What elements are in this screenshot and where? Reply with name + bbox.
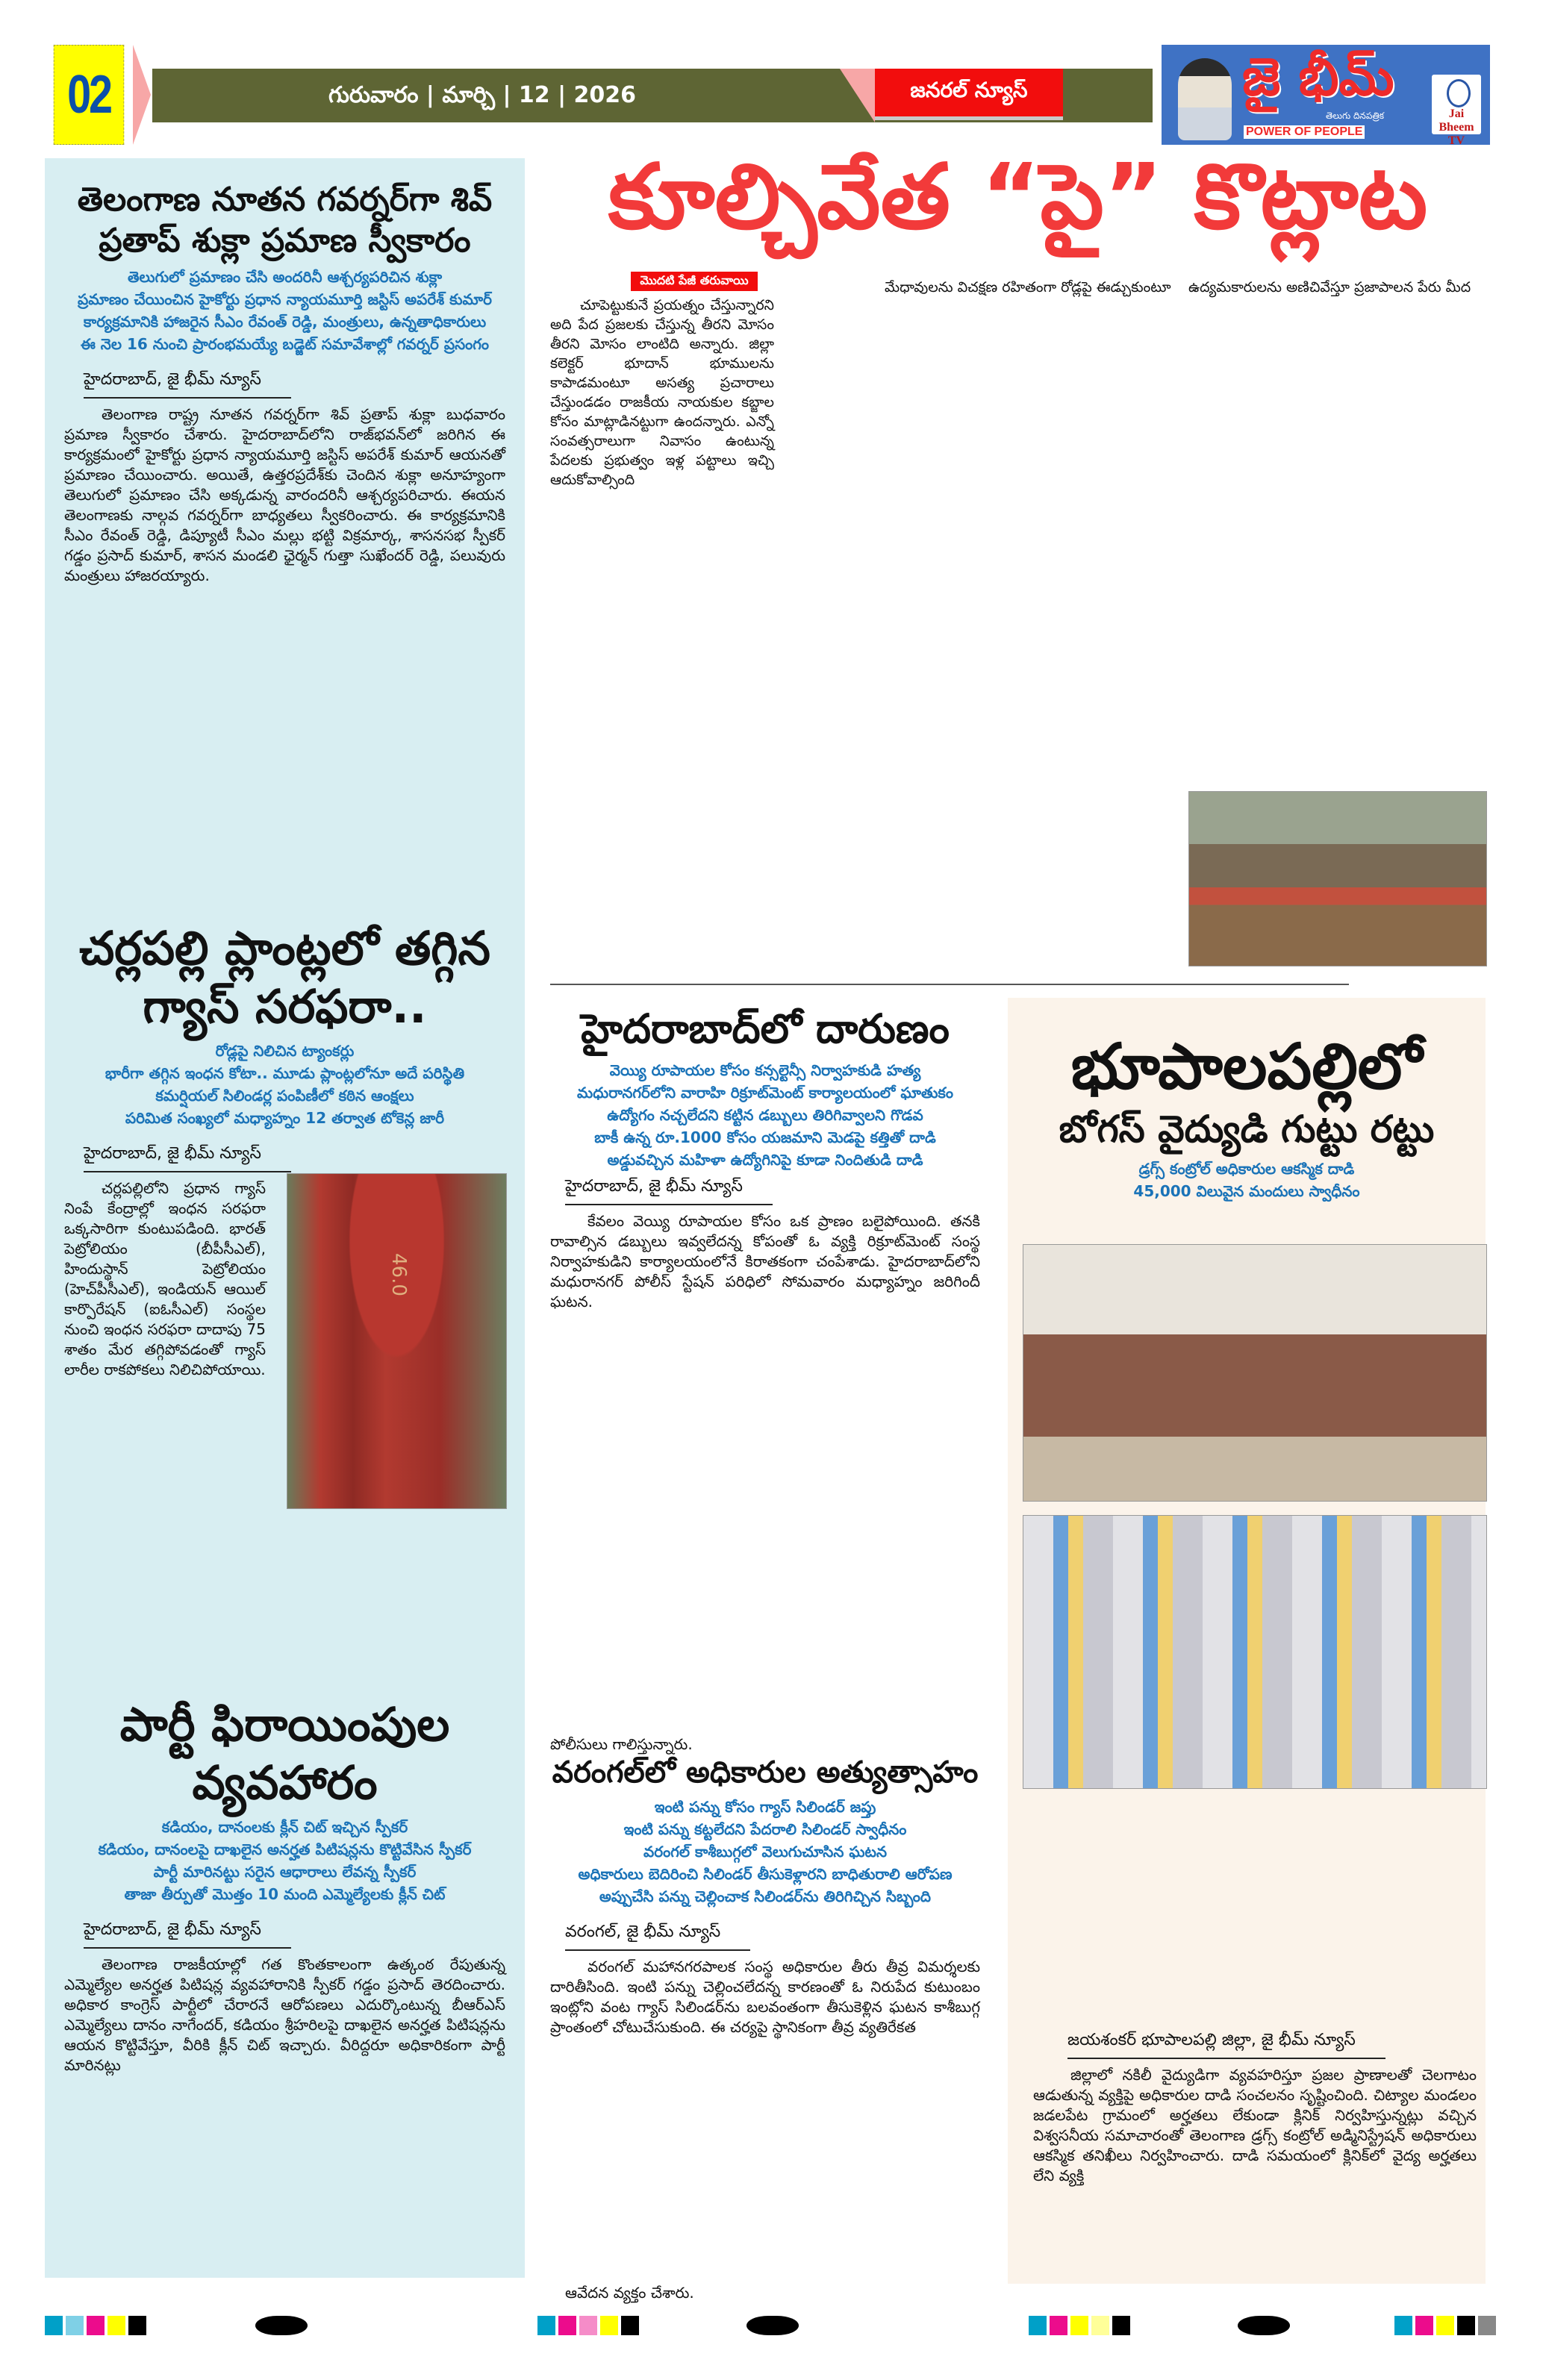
article-warangal bbox=[550, 1754, 980, 2037]
subheads bbox=[550, 1059, 980, 1171]
dateline: హైదరాబాద్, జై భీమ్ న్యూస్ bbox=[84, 1920, 291, 1949]
headline-line-2: బోగస్ వైద్యుడి గుట్టు రట్టు bbox=[1059, 1108, 1435, 1151]
article-body bbox=[45, 405, 525, 586]
subhead: డ్రగ్స్ కంట్రోల్ అధికారుల ఆకస్మిక దాడి bbox=[1138, 1159, 1355, 1178]
subhead: ఇంటి పన్ను కట్టలేదని పేదరాలి సిలిండర్ స్వాధీనం bbox=[623, 1820, 907, 1838]
subhead: బాకీ ఉన్న రూ.1000 కోసం యజమాని మెడపై కత్తితో దాడి bbox=[594, 1128, 936, 1146]
article-body bbox=[550, 1211, 980, 1312]
main-story-column-1 bbox=[550, 296, 774, 490]
registration-mark bbox=[746, 2316, 799, 2335]
headline: వరంగల్‌లో అధికారుల అత్యుత్సాహం bbox=[552, 1755, 979, 1790]
color-registration-bar bbox=[537, 2316, 639, 2335]
seized-medicines-photo bbox=[1023, 1515, 1487, 1789]
registration-mark bbox=[255, 2316, 308, 2335]
subheads bbox=[45, 266, 525, 355]
subhead: తాజా తీర్పుతో మొత్తం 10 మంది ఎమ్మెల్యేలకు క్లీన్ చిట్ bbox=[124, 1885, 446, 1903]
article-closing-line: పోలీసులు గాలిస్తున్నారు. bbox=[550, 1735, 693, 1753]
headline: హైదరాబాద్‌లో దారుణం bbox=[581, 1005, 950, 1052]
main-headline: కూల్చివేత “పై” కొట్లాట bbox=[608, 146, 1428, 249]
subhead: మధురానగర్‌లోని వారాహి రిక్రూట్‌మెంట్ కార్యాలయంలో ఘాతుకం bbox=[577, 1083, 953, 1102]
dateline: హైదరాబాద్, జై భీమ్ న్యూస్ bbox=[84, 1144, 291, 1172]
logo-subtitle: తెలుగు దినపత్రిక bbox=[1326, 110, 1385, 121]
subhead: కమర్షియల్ సిలిండర్ల పంపిణీలో కఠిన ఆంక్షలు bbox=[155, 1087, 414, 1105]
officials-group-photo bbox=[1023, 1244, 1487, 1502]
subhead: తెలుగులో ప్రమాణం చేసి అందరినీ ఆశ్చర్యపరిచిన శుక్లా bbox=[127, 268, 443, 286]
subhead: కార్యక్రమానికి హాజరైన సీఎం రేవంత్ రెడ్డి, మంత్రులు, ఉన్నతాధికారులు bbox=[83, 313, 487, 331]
article-party-defection bbox=[45, 1696, 525, 2076]
masthead-logo bbox=[1162, 45, 1490, 145]
logo-name: జై భీమ్ bbox=[1242, 46, 1394, 107]
issue-date: గురువారం | మార్చి | 12 | 2026 bbox=[328, 82, 637, 108]
subhead: ఉద్యోగం నచ్చలేదని కట్టిన డబ్బులు తిరిగివ్వాలని గొడవ bbox=[607, 1105, 923, 1124]
headline: భూపాలపల్లిలో bbox=[1070, 1030, 1423, 1103]
logo-tagline: POWER OF PEOPLE bbox=[1244, 125, 1365, 139]
tv-logo: Jai Bheem TV bbox=[1432, 75, 1481, 134]
subhead: ఈ నెల 16 నుంచి ప్రారంభమయ్యే బడ్జెట్ సమావేశాల్లో గవర్నర్ ప్రసంగం bbox=[80, 335, 490, 353]
subhead: కడియం, దానంలకు క్లీన్ చిట్ ఇచ్చిన స్పీకర్ bbox=[161, 1818, 408, 1836]
dateline: జయశంకర్ భూపాలపల్లి జిల్లా, జై భీమ్ న్యూస్ bbox=[1067, 2031, 1385, 2059]
headline: పార్టీ ఫిరాయింపుల వ్యవహారం bbox=[119, 1697, 450, 1810]
main-story-column-3: మేధావులను విచక్షణ రహితంగా రోడ్లపై ఈడ్చుకుంటూ bbox=[885, 279, 1171, 296]
subhead: వెయ్యి రూపాయల కోసం కన్సల్టెన్సీ నిర్వాహకుడి హత్య bbox=[609, 1061, 921, 1079]
portrait-image bbox=[1178, 58, 1232, 140]
section-tag-decoration bbox=[840, 69, 875, 122]
subhead: 45,000 విలువైన మందులు స్వాధీనం bbox=[1133, 1181, 1360, 1200]
dateline: హైదరాబాద్, జై భీమ్ న్యూస్ bbox=[565, 1177, 773, 1205]
protest-photo bbox=[1188, 791, 1487, 966]
left-column bbox=[45, 158, 525, 2278]
page-number-decoration bbox=[133, 45, 151, 145]
headline: తెలంగాణ నూతన గవర్నర్‌గా శివ్ ప్రతాప్ శుక్లా ప్రమాణ స్వీకారం bbox=[77, 181, 493, 260]
subheads bbox=[45, 1816, 525, 1905]
article-governor bbox=[45, 179, 525, 586]
subhead: పరిమిత సంఖ్యలో మధ్యాహ్నం 12 తర్వాత టోకెన్ల జారీ bbox=[125, 1109, 445, 1127]
headline: చర్లపల్లి ప్లాంట్లలో తగ్గిన గ్యాస్ సరఫరా.. bbox=[79, 921, 490, 1034]
subheads bbox=[550, 1796, 980, 1908]
subhead: అప్పుచేసి పన్ను చెల్లించాక సిలిండర్‌ను తిరిగిచ్చిన సిబ్బంది bbox=[599, 1887, 932, 1905]
color-registration-bar bbox=[45, 2316, 146, 2335]
paragraph: వరంగల్ మహానగరపాలక సంస్థ అధికారుల తీరు తీవ్ర విమర్శలకు దారితీసింది. ఇంటి పన్ను చెల్లించలేదన్న కారణంతో ఓ నిరుపేద కుటుంబం ఇంట్లోని వంట గ్యాస్ సిలిండర్‌ను బలవంతంగా తీసుకెళ్లిన ఘటన కాశీబుగ్గ ప్రాంతంలో చోటుచేసుకుంది. ఈ చర్యపై స్థానికంగా తీవ్ర వ్యతిరేకత bbox=[550, 1958, 980, 2036]
article-hyderabad-murder bbox=[550, 1004, 980, 1312]
gas-cylinder-photo bbox=[287, 1173, 507, 1509]
article-bogus-doctor bbox=[1008, 998, 1486, 2284]
main-story-column-4: ఉద్యమకారులను అణిచివేస్తూ ప్రజాపాలన పేరు మీద bbox=[1188, 279, 1471, 296]
subhead: కడియం, దానంలపై దాఖలైన అనర్హత పిటిషన్లను కొట్టివేసిన స్పీకర్ bbox=[98, 1840, 472, 1858]
divider bbox=[550, 984, 1349, 985]
color-registration-bar bbox=[1394, 2316, 1496, 2335]
color-registration-bar bbox=[1029, 2316, 1130, 2335]
subhead: పార్టీ మారినట్టు సరైన ఆధారాలు లేవన్న స్పీకర్ bbox=[153, 1863, 417, 1881]
paragraph: తెలంగాణ రాష్ట్ర నూతన గవర్నర్‌గా శివ్ ప్రతాప్ శుక్లా బుధవారం ప్రమాణ స్వీకారం చేశారు. హైదరాబాద్‌లోని రాజ్‌భవన్‌లో జరిగిన ఈ కార్యక్రమంలో హైకోర్టు ప్రధాన న్యాయమూర్తి జస్టిస్ అపరేశ్ కుమార్ ఆయనతో ప్రమాణం చేయించారు. అయితే, ఉత్తరప్రదేశ్‌కు చెందిన శుక్లా అనూహ్యంగా తెలుగులో ప్రమాణం చేసి అక్కడున్న వారందరినీ ఆశ్చర్యపరిచారు. ఈయన తెలంగాణకు నాల్గవ గవర్నర్‌గా బాధ్యతలు స్వీకరించారు. ఈ కార్యక్రమానికి సీఎం రేవంత్ రెడ్డి, డిప్యూటీ సీఎం మల్లు భట్టి విక్రమార్క, శాసనసభ స్పీకర్ గడ్డం ప్రసాద్ కుమార్, శాసన మండలి ఛైర్మన్ గుత్తా సుఖేందర్ రెడ్డి, పలువురు మంత్రులు హాజరయ్యారు. bbox=[64, 405, 505, 584]
paragraph: తెలంగాణ రాజకీయాల్లో గత కొంతకాలంగా ఉత్కంఠ రేపుతున్న ఎమ్మెల్యేల అనర్హత పిటిషన్ల వ్యవహారానికి స్పీకర్ గడ్డం ప్రసాద్ తెరదించారు. అధికార కాంగ్రెస్ పార్టీలో చేరారనే ఆరోపణలు ఎదుర్కొంటున్న బీఆర్ఎస్ ఎమ్మెల్యేలు దానం నాగేందర్, కడియం శ్రీహరిలపై దాఖలైన అనర్హత పిటిషన్లను ఆయన కొట్టివేస్తూ, వీరికి క్లీన్ చిట్ ఇచ్చారు. వీరిద్దరూ అధికారికంగా పార్టీ మారినట్లు bbox=[64, 1955, 505, 2074]
subheads bbox=[45, 1040, 525, 1129]
subhead: అడ్డువచ్చిన మహిళా ఉద్యోగినిపై కూడా నిందితుడి దాడి bbox=[607, 1150, 923, 1169]
continued-label: మొదటి పేజీ తరువాయి bbox=[631, 272, 758, 291]
article-body bbox=[1008, 2065, 1486, 2186]
paragraph: చర్లపల్లిలోని ప్రధాన గ్యాస్ నింపే కేంద్రాల్లో ఇంధన సరఫరా ఒక్కసారిగా కుంటుపడింది. భారత్ పెట్రోలియం (బీపీసీఎల్), హిందుస్థాన్ పెట్రోలియం (హెచ్‌పీసీఎల్), ఇండియన్ ఆయిల్ కార్పొరేషన్ (ఐఓసీఎల్) సంస్థల నుంచి ఇంధన సరఫరా దాదాపు 75 శాతం మేర తగ్గిపోవడంతో గ్యాస్ లారీల రాకపోకలు నిలిచిపోయాయి. bbox=[64, 1179, 266, 1378]
paragraph: కేవలం వెయ్యి రూపాయల కోసం ఒక ప్రాణం బలైపోయింది. తనకి రావాల్సిన డబ్బులు ఇవ్వలేదన్న కోపంతో ఓ వ్యక్తి రిక్రూట్‌మెంట్ సంస్థ నిర్వాహకుడిని కార్యాలయంలోనే కిరాతకంగా చంపేశాడు. హైదరాబాద్‌లోని మధురానగర్ పోలీస్ స్టేషన్ పరిధిలో సోమవారం మధ్యాహ్నం జరిగిందీ ఘటన. bbox=[550, 1211, 980, 1311]
subhead: ఇంటి పన్ను కోసం గ్యాస్ సిలిండర్ జప్తు bbox=[654, 1798, 876, 1816]
article-body bbox=[45, 1955, 525, 2076]
cylinder-label: 46.0 bbox=[387, 1253, 410, 1296]
dateline: హైదరాబాద్, జై భీమ్ న్యూస్ bbox=[84, 370, 291, 399]
article-closing-line: ఆవేదన వ్యక్తం చేశారు. bbox=[565, 2284, 694, 2302]
dateline: వరంగల్, జై భీమ్ న్యూస్ bbox=[565, 1923, 750, 1951]
section-tag: జనరల్ న్యూస్ bbox=[875, 69, 1063, 116]
subheads bbox=[1008, 1158, 1486, 1202]
subhead: భారీగా తగ్గిన ఇంధన కోటా.. మూడు ప్లాంట్లలోనూ అదే పరిస్థితి bbox=[105, 1064, 465, 1082]
subhead: అధికారులు బెదిరించి సిలిండర్ తీసుకెళ్లారని బాధితురాలి ఆరోపణ bbox=[578, 1865, 953, 1883]
subhead: రోడ్లపై నిలిచిన ట్యాంకర్లు bbox=[215, 1042, 355, 1060]
subhead: ప్రమాణం చేయించిన హైకోర్టు ప్రధాన న్యాయమూర్తి జస్టిస్ అపరేశ్ కుమార్ bbox=[78, 290, 492, 308]
paragraph: జిల్లాలో నకిలీ వైద్యుడిగా వ్యవహరిస్తూ ప్రజల ప్రాణాలతో చెలగాటం ఆడుతున్న వ్యక్తిపై అధికారుల దాడి సంచలనం సృష్టించింది. చిట్యాల మండలం జడలపేట గ్రామంలో అర్హతలు లేకుండా క్లినిక్ నిర్వహిస్తున్నట్లు వచ్చిన విశ్వసనీయ సమాచారంతో తెలంగాణ డ్రగ్స్ కంట్రోల్ అడ్మినిస్ట్రేషన్ అధికారులు ఆకస్మిక తనిఖీలు నిర్వహించారు. దాడి సమయంలో క్లినిక్‌లో వైద్య అర్హతలు లేని వ్యక్తి bbox=[1033, 2065, 1477, 2184]
registration-mark bbox=[1238, 2316, 1290, 2335]
paragraph: చూపెట్టుకునే ప్రయత్నం చేస్తున్నారని అది పేద ప్రజలకు చేస్తున్న తీరని మోసం తీరని మోసం లాంటిది అన్నారు. జిల్లా కలెక్టర్ భూదాన్ భూములను కాపాడమంటూ అసత్య ప్రచారాలు చేస్తుండడం రాజకీయ నాయకుల కబ్జాల కోసం మాట్లాడినట్టుగా ఉందన్నారు. ఎన్నో సంవత్సరాలుగా నివాసం ఉంటున్న పేదలకు ప్రభుత్వం ఇళ్ల పట్టాలు ఇచ్చి ఆదుకోవాల్సింది bbox=[550, 297, 774, 488]
page-number: 02 bbox=[54, 45, 124, 145]
article-body bbox=[550, 1957, 980, 2037]
subhead: వరంగల్ కాశీబుగ్గలో వెలుగుచూసిన ఘటన bbox=[643, 1843, 887, 1861]
article-body bbox=[45, 1178, 266, 1380]
